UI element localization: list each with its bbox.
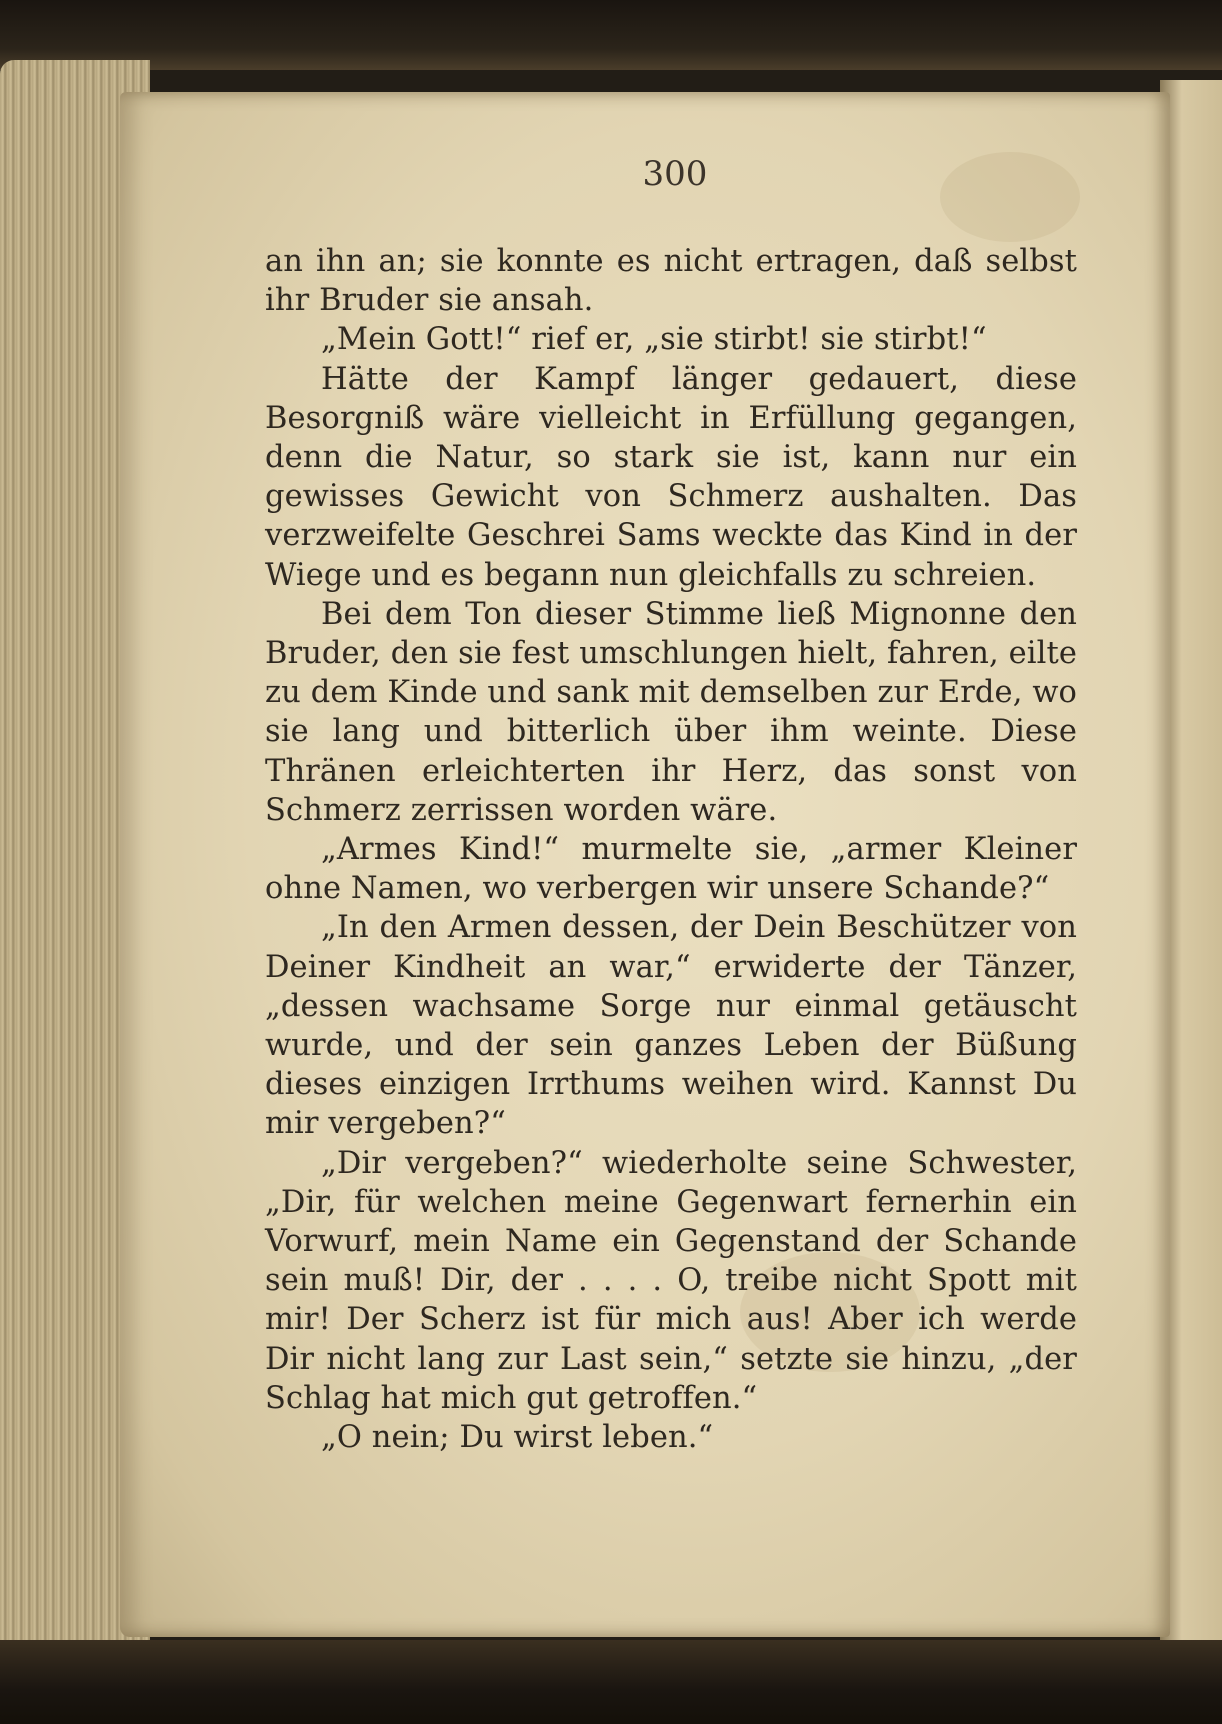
paragraph: „O nein; Du wirst leben.“ [321, 1420, 714, 1456]
book-cover-bottom [0, 1640, 1222, 1724]
page-number: 300 [642, 154, 708, 194]
book-page [120, 92, 1170, 1637]
paragraph: „Dir vergeben?“ wiederholte seine Schwester, „Dir, für welchen meine Gegenwart fernerhin ein Vorwurf, mein Name ein Gegenstand der Schande sein muß! Dir, der . . . . O, treibe nicht Spott mit mir! Der Scherz ist für mich aus! Aber ich werde Dir nicht lang zur Last sein,“ setzte sie hinzu, „der Schlag hat mich gut getroffen.“ [265, 1145, 1077, 1416]
paragraph: „Armes Kind!“ murmelte sie, „armer Kleiner ohne Namen, wo verbergen wir unsere Schande?“ [265, 832, 1077, 907]
paragraph: an ihn an; sie konnte es nicht ertragen, daß selbst ihr Bruder sie ansah. [265, 244, 1077, 319]
paragraph: Bei dem Ton dieser Stimme ließ Mignonne den Bruder, den sie fest umschlungen hielt, fahren, eilte zu dem Kinde und sank mit demselben zur Erde, wo sie lang und bitterlich über ihm weinte. Diese Thränen erleichterten ihr Herz, das sonst von Schmerz zerrissen worden wäre. [265, 596, 1077, 828]
paragraph: Hätte der Kampf länger gedauert, diese Besorgniß wäre vielleicht in Erfüllung gegangen, denn die Natur, so stark sie ist, kann nur ein gewisses Gewicht von Schmerz aushalten. Das verzweifelte Geschrei Sams weckte das Kind in der Wiege und es begann nun gleichfalls zu schreien. [265, 361, 1077, 593]
paragraph: „Mein Gott!“ rief er, „sie stirbt! sie stirbt!“ [321, 322, 987, 358]
book-cover-top [0, 0, 1222, 70]
body-text [265, 242, 1077, 1457]
paragraph: „In den Armen dessen, der Dein Beschützer von Deiner Kindheit an war,“ erwiderte der Tänzer, „dessen wachsame Sorge nur einmal getäuscht wurde, und der sein ganzes Leben der Büßung dieses einzigen Irrthums weihen wird. Kannst Du mir vergeben?“ [265, 910, 1077, 1142]
